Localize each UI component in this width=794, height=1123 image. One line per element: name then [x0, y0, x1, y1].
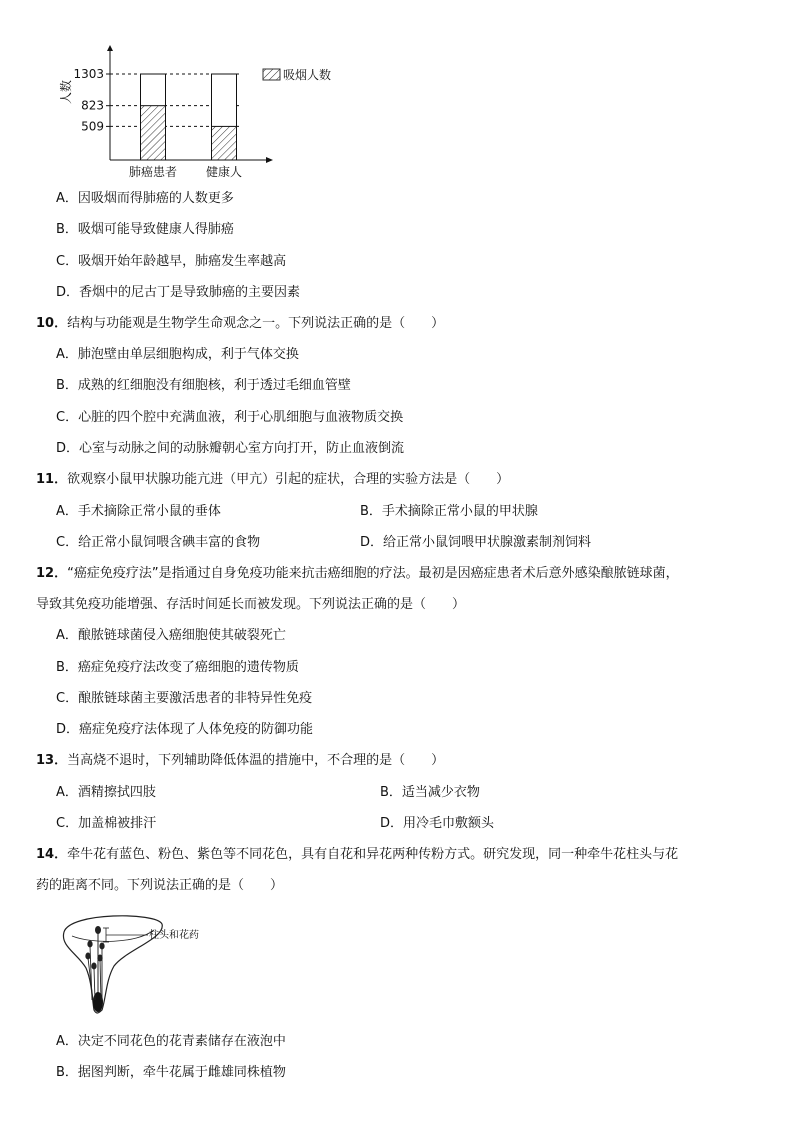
y-axis-arrow — [107, 45, 113, 51]
q14-number: 14． — [36, 847, 68, 862]
q11-option-c[interactable]: C．给正常小鼠饲喂含碘丰富的食物 — [56, 535, 261, 550]
q10-option-d[interactable]: D．心室与动脉之间的动脉瓣朝心室方向打开，防止血液倒流 — [56, 441, 405, 456]
q13-option-a[interactable]: A．酒精擦拭四肢 — [56, 785, 156, 800]
q12-stem-line2: 导致其免疫功能增强、存活时间延长而被发现。下列说法正确的是（ ） — [36, 597, 466, 612]
q14-stem-line2: 药的距离不同。下列说法正确的是（ ） — [36, 878, 284, 893]
q13-option-d[interactable]: D．用冷毛巾敷额头 — [380, 816, 495, 831]
x-axis-arrow — [266, 157, 273, 163]
q13-number: 13． — [36, 753, 68, 768]
bar-smokers-0 — [141, 106, 166, 160]
q10-stem — [36, 315, 444, 333]
y-tick-label-0: 509 — [81, 119, 104, 134]
q13-option-c[interactable]: C．加盖棉被排汗 — [56, 816, 157, 831]
x-category-label-0: 肺癌患者 — [128, 165, 178, 179]
q12-option-b[interactable]: B．癌症免疫疗法改变了癌细胞的遗传物质 — [56, 660, 299, 675]
q12-option-c[interactable]: C．酿脓链球菌主要激活患者的非特异性免疫 — [56, 691, 313, 706]
q13-stem-text: 当高烧不退时，下列辅助降低体温的措施中，不合理的是（ ） — [67, 753, 445, 768]
q9-option-b[interactable]: B．吸烟可能导致健康人得肺癌 — [56, 222, 234, 237]
legend-label: 吸烟人数 — [283, 68, 332, 82]
q10-option-a[interactable]: A．肺泡壁由单层细胞构成，利于气体交换 — [56, 347, 299, 362]
x-category-label-1: 健康人 — [205, 165, 243, 179]
y-axis-label: 人数 — [59, 79, 73, 105]
q14-option-b[interactable]: B．据图判断，牵牛花属于雌雄同株植物 — [56, 1065, 286, 1080]
q12-stem-line1 — [36, 565, 679, 583]
q11-option-a[interactable]: A．手术摘除正常小鼠的垂体 — [56, 504, 221, 519]
stamens — [86, 941, 104, 1000]
morning-glory-flower-diagram — [56, 910, 256, 1020]
q12-option-d[interactable]: D．癌症免疫疗法体现了人体免疫的防御功能 — [56, 722, 314, 737]
q9-option-c[interactable]: C．吸烟开始年龄越早，肺癌发生率越高 — [56, 254, 287, 269]
smoking-bar-chart — [40, 40, 400, 180]
q10-option-b[interactable]: B．成熟的红细胞没有细胞核，利于透过毛细血管壁 — [56, 378, 351, 393]
q11-stem-text: 欲观察小鼠甲状腺功能亢进（甲亢）引起的症状，合理的实验方法是（ ） — [67, 472, 510, 487]
y-tick-label-2: 1303 — [73, 67, 104, 81]
q13-stem — [36, 752, 444, 770]
q10-stem-text: 结构与功能观是生物学生命观念之一。下列说法正确的是（ ） — [67, 316, 445, 331]
q14-stem-text1: 牵牛花有蓝色、粉色、紫色等不同花色，具有自花和异花两种传粉方式。研究发现，同一种牵牛花柱头与花 — [67, 847, 679, 862]
bar-smokers-1 — [212, 126, 237, 160]
q12-option-a[interactable]: A．酿脓链球菌侵入癌细胞使其破裂死亡 — [56, 628, 286, 643]
q11-number: 11． — [36, 472, 68, 487]
q11-option-d[interactable]: D．给正常小鼠饲喂甲状腺激素制剂饲料 — [360, 535, 592, 550]
q12-stem-text1: “癌症免疫疗法”是指通过自身免疫功能来抗击癌细胞的疗法。最初是因癌症患者术后意外感染酿脓链球菌， — [67, 566, 679, 581]
y-tick-label-1: 823 — [81, 98, 104, 113]
q9-option-d[interactable]: D．香烟中的尼古丁是导致肺癌的主要因素 — [56, 285, 301, 300]
q9-option-a[interactable]: A．因吸烟而得肺癌的人数更多 — [56, 191, 234, 206]
corolla-outline — [63, 916, 162, 1013]
q12-number: 12． — [36, 566, 68, 581]
figure-label: 柱头和花药 — [149, 930, 199, 941]
q14-stem-line1 — [36, 846, 678, 864]
q11-option-b[interactable]: B．手术摘除正常小鼠的甲状腺 — [360, 504, 538, 519]
q10-option-c[interactable]: C．心脏的四个腔中充满血液，利于心肌细胞与血液物质交换 — [56, 410, 404, 425]
q10-number: 10． — [36, 316, 68, 331]
legend-swatch — [263, 69, 280, 80]
stigma — [95, 926, 101, 934]
q14-option-a[interactable]: A．决定不同花色的花青素储存在液泡中 — [56, 1034, 286, 1049]
q11-stem — [36, 471, 509, 489]
q13-option-b[interactable]: B．适当减少衣物 — [380, 785, 480, 800]
